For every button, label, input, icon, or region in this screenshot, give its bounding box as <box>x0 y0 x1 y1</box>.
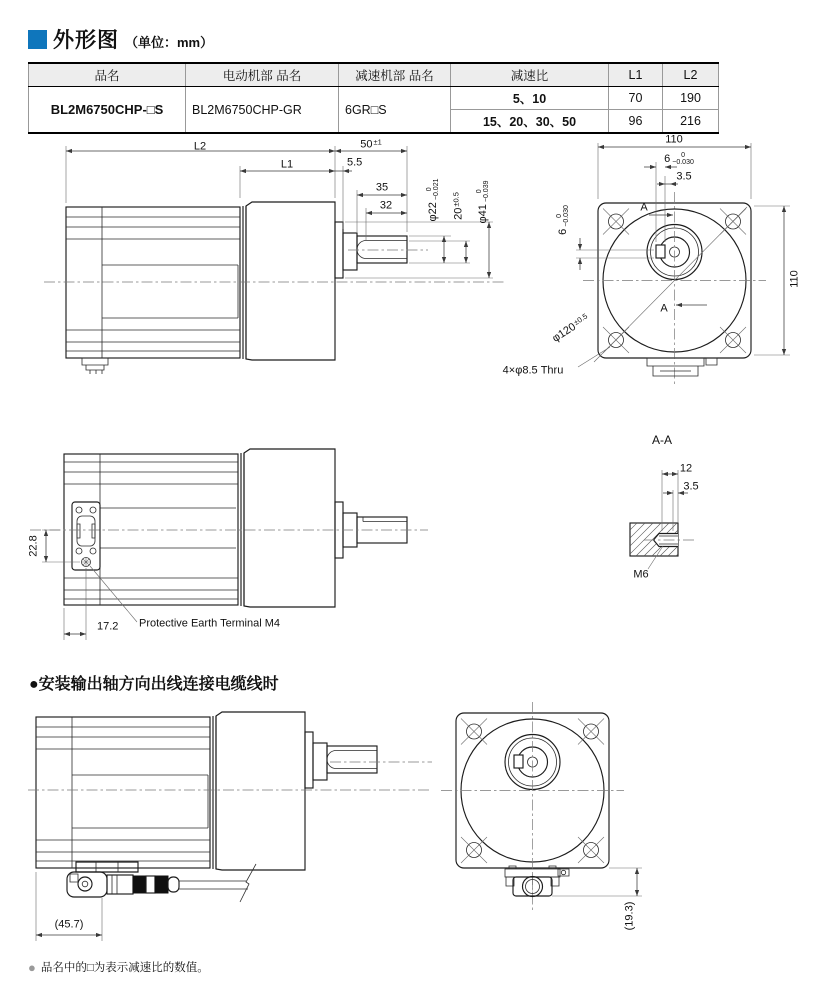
title-square-icon <box>28 30 47 49</box>
gearhead-front-face <box>583 192 766 384</box>
ratio-cell: 15、20、30、50 <box>451 110 609 134</box>
l2-cell: 190 <box>663 87 719 110</box>
connector-socket <box>82 358 108 374</box>
footnote <box>28 959 209 975</box>
dim-cable-width: (45.7) <box>54 918 84 931</box>
dim-terminal-offset: 17.2 <box>97 620 119 633</box>
motor-gearhead-outline <box>66 199 407 360</box>
section-arrow-label-top: A <box>640 201 648 214</box>
dim-overall-length: 50 ±1 <box>360 137 382 151</box>
footnote-bullet-icon: ● <box>28 959 36 975</box>
dim-l1: L1 <box>280 158 294 171</box>
l1-cell: 70 <box>609 87 663 110</box>
col-header-l1: L1 <box>609 63 663 87</box>
dim-shaft-length: 35 <box>375 181 389 194</box>
dim-key-width: 6 0 −0.030 <box>664 152 694 166</box>
footnote-text: 品名中的□为表示减速比的数值。 <box>40 962 209 974</box>
section-title: A-A <box>651 433 673 447</box>
dim-terminal-height: 22.8 <box>27 535 40 557</box>
dim-face-height: 110 <box>788 270 801 288</box>
earth-terminal-label: Protective Earth Terminal M4 <box>139 617 281 630</box>
dim-face-width: 110 <box>665 133 683 146</box>
col-header-gearhead: 减速机部 品名 <box>339 63 451 87</box>
col-header-motor: 电动机部 品名 <box>186 63 339 87</box>
dim-key-width-side: 6 0 −0.030 <box>556 205 570 235</box>
drawing-front-view-bottom <box>441 702 642 912</box>
bottom-connector <box>505 866 569 897</box>
terminal-connector <box>72 502 100 570</box>
dim-cable-height: (19.3) <box>623 901 636 931</box>
section-arrow-label-bottom: A <box>660 302 668 315</box>
dim-key-length: 32 <box>379 199 393 212</box>
dim-tap-offset: 3.5 <box>683 480 699 493</box>
product-name-cell: BL2M6750CHP-□S <box>29 87 186 134</box>
tap-size-label: M6 <box>633 568 649 581</box>
motor-name-cell: BL2M6750CHP-GR <box>186 87 339 134</box>
page-title-unit: （单位：mm） <box>125 34 214 50</box>
drawing-side-view-bottom <box>28 712 432 941</box>
l2-cell: 216 <box>663 110 719 134</box>
dim-bolt-circle: φ120 ±0.5 <box>550 311 589 345</box>
ratio-cell: 5、10 <box>451 87 609 110</box>
table-header-row <box>29 63 719 87</box>
dim-key-offset: 3.5 <box>676 170 692 183</box>
gearhead-name-cell: 6GR□S <box>339 87 451 134</box>
col-header-product: 品名 <box>29 63 186 87</box>
col-header-ratio: 减速比 <box>451 63 609 87</box>
page-title-text: 外形图 <box>53 29 119 52</box>
front-connector <box>647 358 717 376</box>
drawing-side-view-middle <box>27 449 428 640</box>
page-title <box>28 24 213 54</box>
table-row <box>29 87 719 110</box>
mount-holes-label: 4×φ8.5 Thru <box>502 364 564 377</box>
dim-tap-depth: 12 <box>679 462 693 475</box>
dim-pilot-length: 5.5 <box>347 156 363 169</box>
dim-l2: L2 <box>193 140 207 153</box>
section-heading: ●安装输出轴方向出线连接电缆线时 <box>29 676 279 693</box>
l1-cell: 96 <box>609 110 663 134</box>
spec-table <box>28 62 719 134</box>
dim-key-height: 20 ±0.5 <box>451 192 465 220</box>
col-header-l2: L2 <box>663 63 719 87</box>
dim-shaft-diameter: φ22 0 −0.021 <box>426 178 440 222</box>
dim-pilot-diameter: φ41 0 −0.039 <box>476 180 490 224</box>
